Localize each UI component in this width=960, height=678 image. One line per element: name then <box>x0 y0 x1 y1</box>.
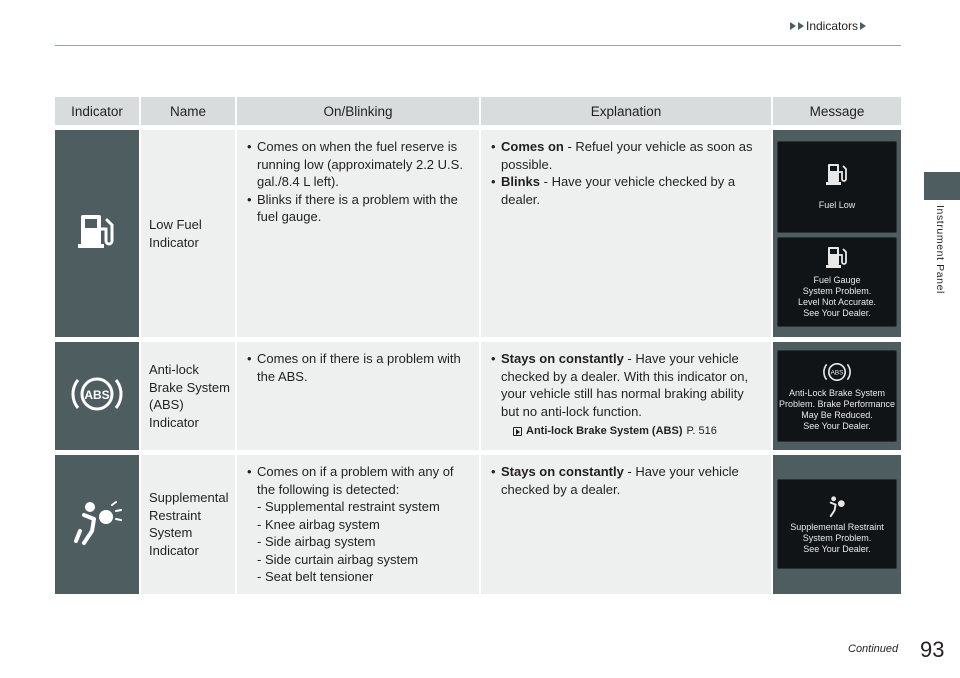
message-display: Supplemental Restraint System Problem. See Your Dealer. <box>777 479 897 569</box>
table-row <box>55 130 901 337</box>
arrow-icon <box>798 22 804 30</box>
fuel-pump-icon <box>826 162 848 188</box>
page-number: 93 <box>920 637 945 662</box>
continued-label: Continued <box>848 643 899 655</box>
svg-text:ABS: ABS <box>830 369 844 377</box>
message-display: Fuel Gauge System Problem. Level Not Accurate. See Your Dealer. <box>777 237 897 327</box>
list-item: • Comes on if there is a problem with the ABS. <box>247 350 471 385</box>
indicator-name: Anti-lock Brake System (ABS) Indicator <box>141 342 237 450</box>
arrow-icon <box>860 22 866 30</box>
page-reference[interactable]: Anti-lock Brake System (ABS) P. 516 <box>491 423 763 441</box>
reference-icon <box>513 427 522 436</box>
message-display: ABS Anti-Lock Brake System Problem. Brake Performance May Be Reduced. See Your Dealer. <box>777 350 897 442</box>
on-blinking-cell <box>237 455 481 594</box>
sub-item: - Supplemental restraint system <box>257 499 440 514</box>
list-item: • Blinks if there is a problem with the fuel gauge. <box>247 191 471 226</box>
explanation-cell <box>481 130 773 337</box>
explanation-cell <box>481 342 773 450</box>
abs-icon <box>69 372 125 416</box>
sub-item: - Seat belt tensioner <box>257 569 374 584</box>
indicator-table <box>55 97 901 594</box>
sub-item: - Side curtain airbag system <box>257 551 419 567</box>
sub-item: - Knee airbag system <box>257 516 380 532</box>
arrow-icon <box>790 22 796 30</box>
col-header-on-blinking: On/Blinking <box>237 97 481 125</box>
low-fuel-icon <box>75 209 119 253</box>
list-item: • Stays on constantly - Have your vehicle checked by a dealer. With this indicator on, your vehicle still has normal braking ability but no anti-lock function. <box>491 350 763 420</box>
col-header-message: Message <box>773 97 901 125</box>
airbag-icon <box>825 494 849 518</box>
indicator-name: Supplemental Restraint System Indicator <box>141 455 237 594</box>
header-rule <box>55 45 901 46</box>
table-row <box>55 342 901 450</box>
explanation-cell <box>481 455 773 594</box>
abs-icon <box>820 360 854 384</box>
col-header-explanation: Explanation <box>481 97 773 125</box>
message-cell <box>773 342 901 450</box>
col-header-name: Name <box>141 97 237 125</box>
message-cell <box>773 455 901 594</box>
indicator-name: Low Fuel Indicator <box>141 130 237 337</box>
breadcrumb-label: Indicators <box>806 19 859 33</box>
section-label: Instrument Panel <box>934 205 946 294</box>
list-item: • Comes on - Refuel your vehicle as soon as possible. <box>491 138 763 173</box>
on-blinking-cell <box>237 130 481 337</box>
list-item: • Stays on constantly - Have your vehicle checked by a dealer. <box>491 463 763 498</box>
col-header-indicator: Indicator <box>55 97 141 125</box>
indicator-cell <box>55 130 141 337</box>
message-display: Fuel Low <box>777 141 897 233</box>
indicator-cell <box>55 342 141 450</box>
indicator-cell <box>55 455 141 594</box>
list-item: • Blinks - Have your vehicle checked by a dealer. <box>491 173 763 208</box>
sub-item: - Side airbag system <box>257 534 376 549</box>
table-row <box>55 455 901 594</box>
list-item: • Comes on if a problem with any of the following is detected: <box>247 463 471 498</box>
svg-text:ABS: ABS <box>84 387 110 402</box>
section-tab <box>924 172 960 200</box>
breadcrumb <box>790 19 866 33</box>
message-cell <box>773 130 901 337</box>
on-blinking-cell <box>237 342 481 450</box>
fuel-pump-icon <box>826 245 848 271</box>
airbag-icon <box>72 497 122 547</box>
list-item: • Comes on when the fuel reserve is running low (approximately 2.2 U.S. gal./8.4 L left). <box>247 138 471 191</box>
table-header-row <box>55 97 901 125</box>
